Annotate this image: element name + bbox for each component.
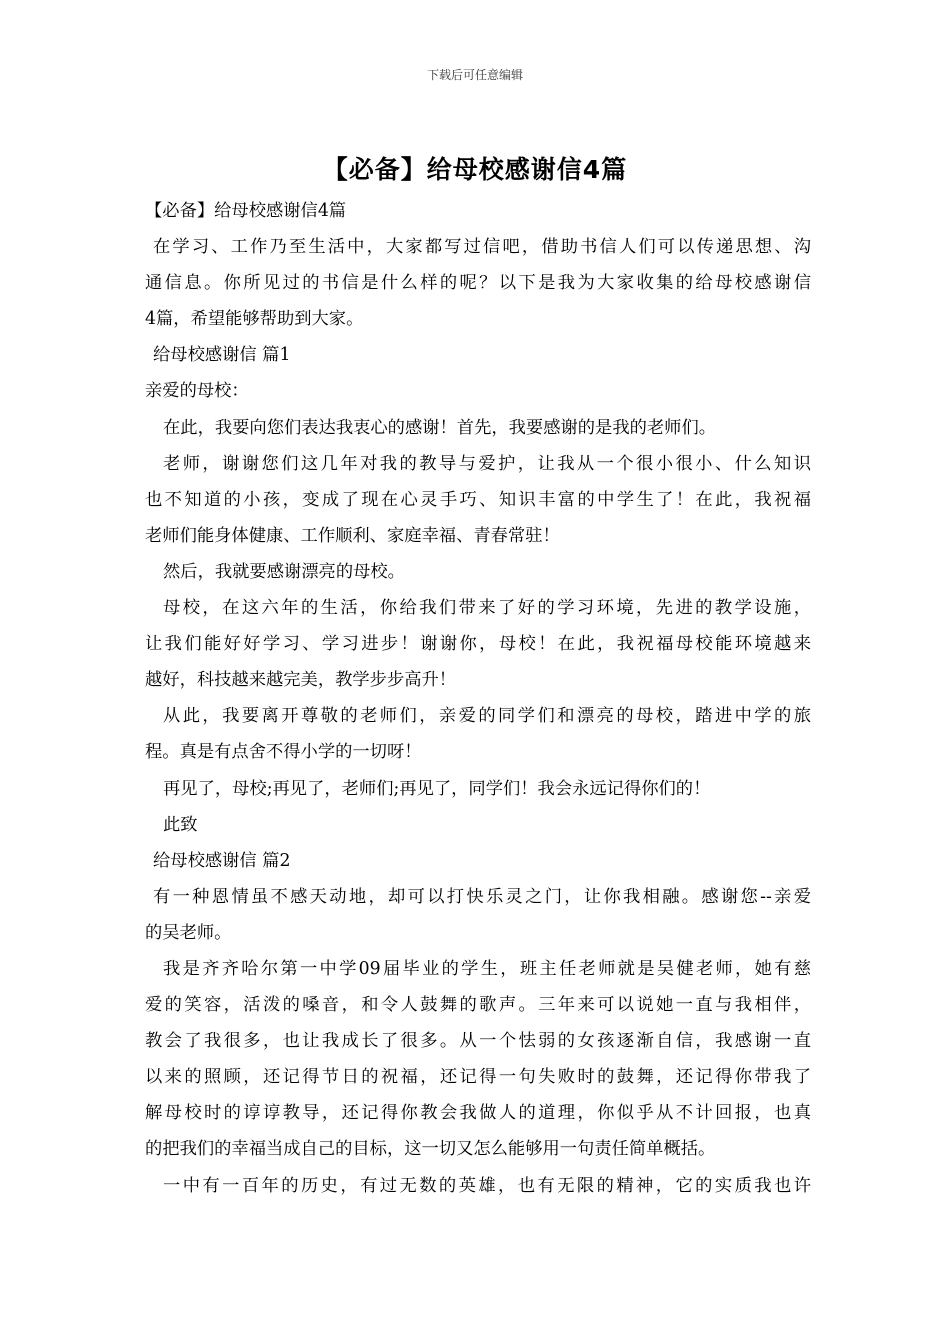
text-line: 通信息。你所见过的书信是什么样的呢？以下是我为大家收集的给母校感谢信: [145, 273, 811, 294]
text-line: 再见了，母校;再见了，老师们;再见了，同学们！我会永远记得你们的！: [163, 778, 711, 799]
text-line: 越好，科技越来越完美，教学步步高升！: [145, 670, 457, 691]
text-line: 也不知道的小孩，变成了现在心灵手巧、知识丰富的中学生了！在此，我祝福: [145, 489, 811, 510]
text-line: 给母校感谢信 篇1: [153, 345, 291, 366]
text-line: 此致: [163, 814, 198, 835]
text-line: 以来的照顾，还记得节日的祝福，还记得一句失败时的鼓舞，还记得你带我了: [145, 1067, 811, 1088]
document-title: 【必备】给母校感谢信4篇: [322, 155, 628, 184]
document-body: [145, 193, 811, 1204]
text-line: 教会了我很多，也让我成长了很多。从一个怯弱的女孩逐渐自信，我感谢一直: [145, 1031, 811, 1052]
text-line: 在此，我要向您们表达我衷心的感谢！首先，我要感谢的是我的老师们。: [163, 417, 717, 438]
text-line: 的把我们的幸福当成自己的目标，这一切又怎么能够用一句责任简单概括。: [145, 1139, 716, 1160]
text-line: 我是齐齐哈尔第一中学09届毕业的学生，班主任老师就是吴健老师，她有慈: [163, 958, 811, 979]
text-line: 母校，在这六年的生活，你给我们带来了好的学习环境，先进的教学设施，: [163, 598, 811, 619]
text-line: 给母校感谢信 篇2: [153, 850, 291, 871]
text-line: 【必备】给母校感谢信4篇: [145, 201, 347, 221]
text-line: 在学习、工作乃至生活中，大家都写过信吧，借助书信人们可以传递思想、沟: [153, 237, 811, 258]
text-line: 老师们能身体健康、工作顺利、家庭幸福、青春常驻！: [145, 525, 560, 546]
text-line: 亲爱的母校：: [145, 381, 249, 402]
text-line: 老师，谢谢您们这几年对我的教导与爱护，让我从一个很小很小、什么知识: [163, 453, 811, 474]
text-line: 从此，我要离开尊敬的老师们，亲爱的同学们和漂亮的母校，踏进中学的旅: [163, 706, 811, 727]
text-line: 然后，我就要感谢漂亮的母校。: [163, 561, 405, 582]
text-line: 有一种恩情虽不感天动地，却可以打快乐灵之门，让你我相融。感谢您--亲爱: [153, 886, 811, 907]
text-line: 的吴老师。: [145, 922, 232, 943]
text-line: 解母校时的谆谆教导，还记得你教会我做人的道理，你似乎从不计回报，也真: [145, 1103, 811, 1124]
text-line: 爱的笑容，活泼的嗓音，和令人鼓舞的歌声。三年来可以说她一直与我相伴，: [145, 995, 811, 1016]
header-note: 下载后可任意编辑: [426, 68, 523, 82]
text-line: 一中有一百年的历史，有过无数的英雄，也有无限的精神，它的实质我也许: [163, 1175, 811, 1196]
text-line: 4篇，希望能够帮助到大家。: [145, 309, 364, 330]
text-line: 程。真是有点舍不得小学的一切呀！: [145, 742, 422, 763]
text-line: 让我们能好好学习、学习进步！谢谢你，母校！在此，我祝福母校能环境越来: [145, 634, 811, 655]
